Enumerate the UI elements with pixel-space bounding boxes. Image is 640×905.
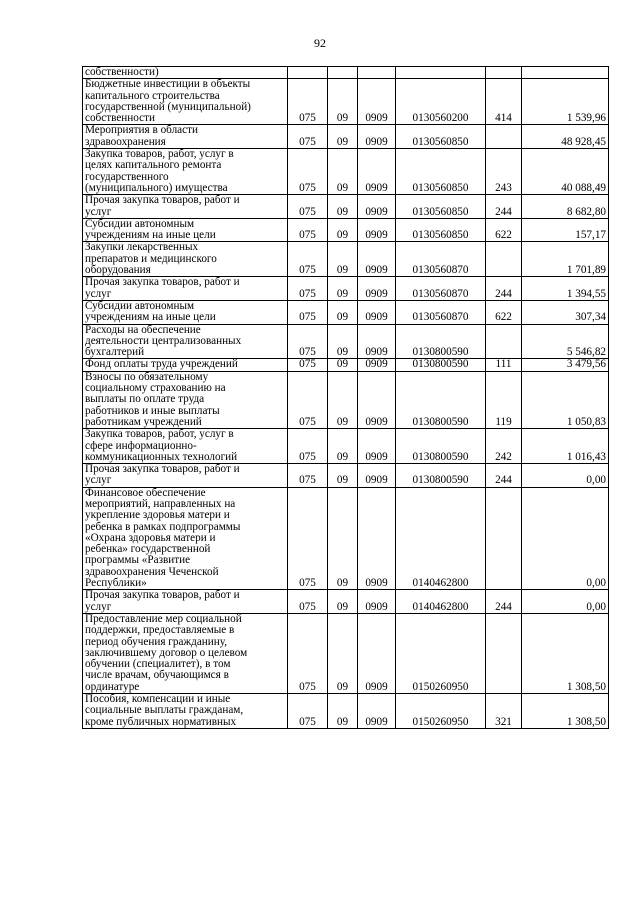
cell-department-code: 075 (288, 324, 328, 359)
cell-section-code: 09 (328, 125, 358, 149)
table-row (83, 694, 609, 729)
cell-amount: 0,00 (522, 590, 609, 614)
table-row (83, 125, 609, 149)
cell-section-code: 09 (328, 324, 358, 359)
table-row (83, 195, 609, 219)
cell-item-name: Пособия, компенсации и иные социальные выплаты гражданам, кроме публичных нормативных (83, 694, 288, 729)
cell-amount: 1 308,50 (522, 613, 609, 693)
cell-department-code: 075 (288, 590, 328, 614)
cell-subsection-code: 0909 (358, 359, 396, 371)
table-row (83, 613, 609, 693)
cell-amount: 1 050,83 (522, 371, 609, 428)
cell-item-name: Субсидии автономным учреждениям на иные цели (83, 300, 288, 324)
cell-amount: 3 479,56 (522, 359, 609, 371)
cell-expense-type (486, 125, 522, 149)
cell-expense-type: 244 (486, 195, 522, 219)
cell-section-code: 09 (328, 300, 358, 324)
cell-expense-type: 244 (486, 590, 522, 614)
cell-amount: 8 682,80 (522, 195, 609, 219)
cell-expense-type (486, 324, 522, 359)
cell-subsection-code: 0909 (358, 277, 396, 301)
cell-expense-type: 321 (486, 694, 522, 729)
cell-item-name: Взносы по обязательному социальному страхованию на выплаты по оплате труда работников и иные выплаты работникам учреждений (83, 371, 288, 428)
cell-item-name: Фонд оплаты труда учреждений (83, 359, 288, 371)
table-row (83, 371, 609, 428)
cell-expense-type: 119 (486, 371, 522, 428)
cell-target-article (396, 67, 486, 79)
cell-amount (522, 67, 609, 79)
cell-item-name: Расходы на обеспечение деятельности централизованных бухгалтерий (83, 324, 288, 359)
cell-expense-type: 414 (486, 79, 522, 125)
cell-section-code: 09 (328, 242, 358, 277)
table-row (83, 79, 609, 125)
cell-department-code: 075 (288, 79, 328, 125)
cell-amount: 1 308,50 (522, 694, 609, 729)
table-row (83, 67, 609, 79)
cell-subsection-code: 0909 (358, 125, 396, 149)
cell-department-code: 075 (288, 429, 328, 464)
cell-department-code: 075 (288, 613, 328, 693)
cell-department-code: 075 (288, 300, 328, 324)
cell-item-name: Предоставление мер социальной поддержки, предоставляемые в период обучения гражданину, заключившему договор о целевом обучении (специалитет), в том числе врачам, обучающимся в ординатуре (83, 613, 288, 693)
cell-department-code: 075 (288, 359, 328, 371)
cell-section-code: 09 (328, 613, 358, 693)
cell-subsection-code: 0909 (358, 242, 396, 277)
cell-section-code: 09 (328, 277, 358, 301)
cell-section-code: 09 (328, 149, 358, 195)
cell-subsection-code: 0909 (358, 195, 396, 219)
cell-target-article: 0130560850 (396, 218, 486, 242)
cell-expense-type: 622 (486, 218, 522, 242)
table-row (83, 218, 609, 242)
cell-department-code: 075 (288, 464, 328, 488)
cell-item-name: собственности) (83, 67, 288, 79)
cell-department-code: 075 (288, 694, 328, 729)
cell-amount: 157,17 (522, 218, 609, 242)
table-row (83, 242, 609, 277)
cell-section-code: 09 (328, 79, 358, 125)
cell-target-article: 0150260950 (396, 694, 486, 729)
cell-item-name: Субсидии автономным учреждениям на иные цели (83, 218, 288, 242)
table-row (83, 324, 609, 359)
cell-amount: 5 546,82 (522, 324, 609, 359)
cell-subsection-code: 0909 (358, 149, 396, 195)
cell-section-code: 09 (328, 464, 358, 488)
cell-subsection-code: 0909 (358, 218, 396, 242)
cell-subsection-code: 0909 (358, 694, 396, 729)
cell-item-name: Финансовое обеспечение мероприятий, направленных на укрепление здоровья матери и ребенка в рамках подпрограммы «Охрана здоровья матери и ребенка» государственной программы «Развитие здравоохранения Чеченской Республики» (83, 487, 288, 590)
cell-target-article: 0140462800 (396, 487, 486, 590)
budget-table (82, 66, 609, 729)
cell-expense-type (486, 67, 522, 79)
cell-target-article: 0150260950 (396, 613, 486, 693)
cell-department-code: 075 (288, 149, 328, 195)
cell-section-code: 09 (328, 359, 358, 371)
cell-subsection-code: 0909 (358, 300, 396, 324)
table-row (83, 429, 609, 464)
cell-section-code: 09 (328, 590, 358, 614)
cell-expense-type: 111 (486, 359, 522, 371)
cell-expense-type: 242 (486, 429, 522, 464)
cell-department-code: 075 (288, 277, 328, 301)
cell-section-code: 09 (328, 218, 358, 242)
cell-section-code: 09 (328, 694, 358, 729)
cell-section-code: 09 (328, 371, 358, 428)
cell-subsection-code: 0909 (358, 613, 396, 693)
cell-expense-type: 244 (486, 277, 522, 301)
table-row (83, 487, 609, 590)
cell-target-article: 0140462800 (396, 590, 486, 614)
cell-amount: 1 701,89 (522, 242, 609, 277)
cell-department-code: 075 (288, 242, 328, 277)
cell-target-article: 0130800590 (396, 371, 486, 428)
cell-subsection-code: 0909 (358, 487, 396, 590)
cell-amount: 48 928,45 (522, 125, 609, 149)
cell-subsection-code (358, 67, 396, 79)
cell-amount: 40 088,49 (522, 149, 609, 195)
cell-target-article: 0130560850 (396, 149, 486, 195)
cell-item-name: Мероприятия в области здравоохранения (83, 125, 288, 149)
cell-department-code (288, 67, 328, 79)
cell-target-article: 0130800590 (396, 429, 486, 464)
cell-amount: 0,00 (522, 487, 609, 590)
cell-department-code: 075 (288, 195, 328, 219)
cell-expense-type (486, 613, 522, 693)
cell-subsection-code: 0909 (358, 324, 396, 359)
cell-item-name: Бюджетные инвестиции в объекты капитального строительства государственной (муниципальной) собственности (83, 79, 288, 125)
cell-amount: 307,34 (522, 300, 609, 324)
cell-target-article: 0130560200 (396, 79, 486, 125)
cell-target-article: 0130800590 (396, 359, 486, 371)
cell-expense-type: 243 (486, 149, 522, 195)
cell-target-article: 0130560870 (396, 277, 486, 301)
cell-subsection-code: 0909 (358, 464, 396, 488)
cell-item-name: Закупки лекарственных препаратов и медицинского оборудования (83, 242, 288, 277)
cell-item-name: Прочая закупка товаров, работ и услуг (83, 277, 288, 301)
cell-section-code: 09 (328, 429, 358, 464)
cell-subsection-code: 0909 (358, 79, 396, 125)
cell-expense-type (486, 487, 522, 590)
table-row (83, 277, 609, 301)
cell-target-article: 0130560850 (396, 125, 486, 149)
page-number: 92 (314, 36, 326, 50)
cell-department-code: 075 (288, 125, 328, 149)
cell-subsection-code: 0909 (358, 429, 396, 464)
cell-expense-type: 622 (486, 300, 522, 324)
cell-expense-type (486, 242, 522, 277)
cell-subsection-code: 0909 (358, 590, 396, 614)
cell-target-article: 0130560850 (396, 195, 486, 219)
cell-amount: 1 394,55 (522, 277, 609, 301)
cell-amount: 1 016,43 (522, 429, 609, 464)
cell-subsection-code: 0909 (358, 371, 396, 428)
cell-target-article: 0130560870 (396, 242, 486, 277)
table-row (83, 359, 609, 371)
table-row (83, 300, 609, 324)
cell-target-article: 0130800590 (396, 324, 486, 359)
cell-section-code: 09 (328, 195, 358, 219)
cell-item-name: Закупка товаров, работ, услуг в целях капитального ремонта государственного (муниципального) имущества (83, 149, 288, 195)
cell-section-code (328, 67, 358, 79)
cell-department-code: 075 (288, 218, 328, 242)
cell-item-name: Прочая закупка товаров, работ и услуг (83, 195, 288, 219)
cell-section-code: 09 (328, 487, 358, 590)
cell-department-code: 075 (288, 371, 328, 428)
cell-amount: 0,00 (522, 464, 609, 488)
cell-target-article: 0130800590 (396, 464, 486, 488)
cell-target-article: 0130560870 (396, 300, 486, 324)
cell-item-name: Закупка товаров, работ, услуг в сфере информационно- коммуникационных технологий (83, 429, 288, 464)
table-row (83, 464, 609, 488)
cell-department-code: 075 (288, 487, 328, 590)
table-row (83, 590, 609, 614)
cell-expense-type: 244 (486, 464, 522, 488)
cell-amount: 1 539,96 (522, 79, 609, 125)
table-row (83, 149, 609, 195)
cell-item-name: Прочая закупка товаров, работ и услуг (83, 464, 288, 488)
cell-item-name: Прочая закупка товаров, работ и услуг (83, 590, 288, 614)
